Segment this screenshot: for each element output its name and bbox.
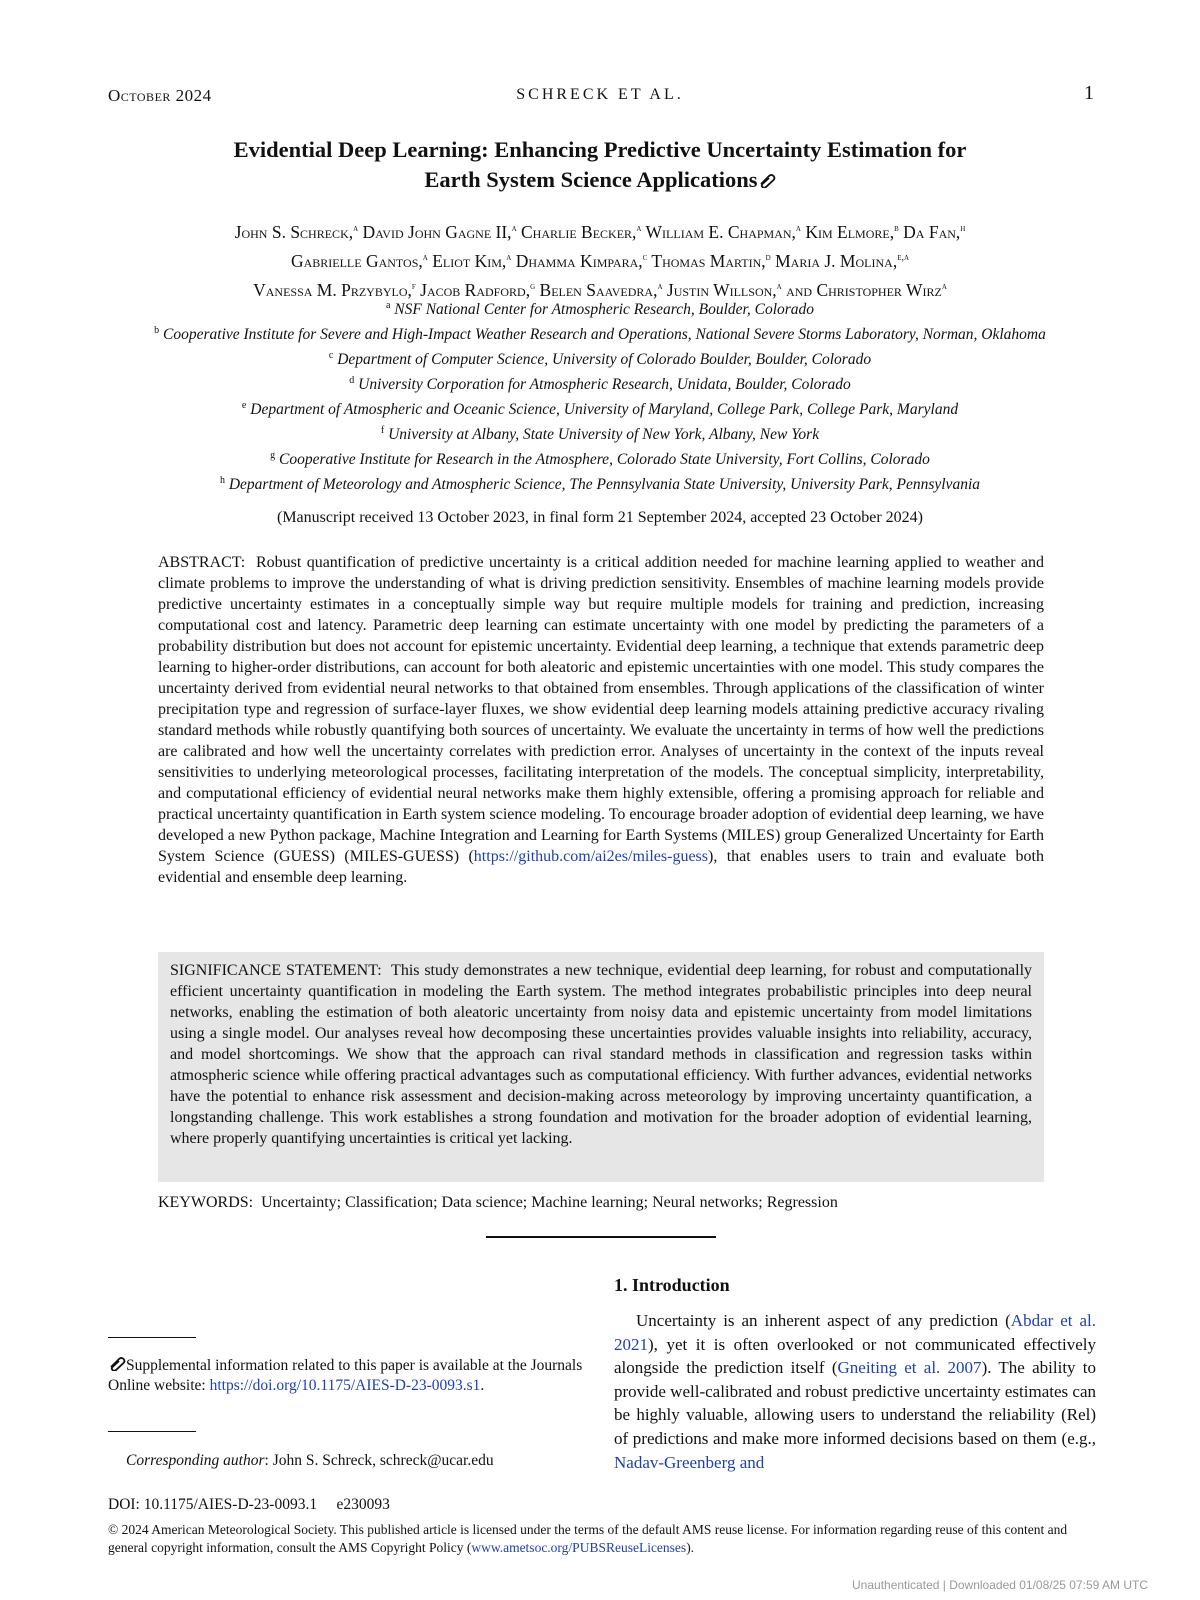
author-name: Charlie Becker, — [516, 221, 637, 242]
author-affiliation-mark: d — [765, 251, 771, 263]
citation-gneiting[interactable]: Gneiting et al. 2007 — [837, 1358, 982, 1378]
intro-text-2: ), yet it is often overlooked or not communicated effectively alongside the prediction itself ( — [614, 1334, 1096, 1378]
author-name: Da Fan, — [898, 221, 961, 242]
affiliation-text: Department of Meteorology and Atmospheric Science, The Pennsylvania State University, University Park, Pennsylvania — [224, 475, 980, 493]
author-affiliation-mark: a — [776, 280, 782, 292]
abstract-text-end: ), that enables users to train and evaluate both evidential and ensemble deep learning. — [158, 848, 1044, 886]
author-affiliation-mark: a — [795, 223, 801, 234]
affiliation — [100, 396, 1100, 421]
affiliation-mark: g — [270, 449, 276, 461]
download-watermark: Unauthenticated | Downloaded 01/08/25 07:59 AM UTC — [852, 1578, 1148, 1592]
citation-nadav-greenberg[interactable]: Nadav-Greenberg and — [614, 1452, 765, 1472]
affiliation-text: University at Albany, State University of New York, Albany, New York — [384, 425, 820, 443]
author-line-1 — [80, 216, 1120, 245]
significance-box — [158, 952, 1044, 1182]
introduction-heading: 1. Introduction — [614, 1275, 730, 1295]
manuscript-dates: (Manuscript received 13 October 2023, in final form 21 September 2024, accepted 23 October 2024) — [276, 509, 923, 526]
footnote-rule — [108, 1337, 196, 1338]
author-affiliation-mark: a — [353, 223, 359, 234]
author-name: Gabrielle Gantos, — [290, 250, 423, 271]
affiliation — [100, 446, 1100, 471]
supplemental-text: Supplemental information related to this paper is available at the Journals Online website: — [108, 1357, 583, 1394]
section-divider — [486, 1236, 716, 1238]
paper-title — [100, 135, 1100, 195]
author-affiliation-mark: b — [894, 223, 899, 234]
affiliation-text: Department of Atmospheric and Oceanic Science, University of Maryland, College Park, College Park, Maryland — [246, 400, 959, 418]
author-affiliation-mark: g — [530, 280, 536, 292]
affiliation-mark: a — [385, 300, 391, 311]
author-list — [80, 216, 1120, 302]
affiliation — [100, 471, 1100, 496]
running-author: SCHRECK ET AL. — [516, 86, 684, 103]
significance-text: This study demonstrates a new technique, evidential deep learning, for robust and computationally efficient uncertainty quantification in modeling the Earth system. The method integrates probabilistic principles into deep neural networks, enabling the estimation of both aleatoric uncertainty from noisy data and epistemic uncertainty from model limitations using a single model. Our analyses reveal how decomposing these uncertainties provides valuable insights into reliability, accuracy, and model shortcomings. We show that the approach can rival standard methods in classification and regression tasks within atmospheric science while offering practical advantages such as computational efficiency. With further advances, evidential networks have the potential to enhance risk assessment and decision-making across meteorology by improving uncertainty quantification, a longstanding challenge. This work establishes a strong foundation and motivation for the broader adoption of evidential learning, where properly quantifying uncertainties is critical yet lacking. — [170, 962, 1033, 1147]
author-name: Maria J. Molina, — [770, 250, 898, 271]
author-name: Thomas Martin, — [647, 250, 766, 271]
title-line-2 — [100, 165, 1100, 195]
author-name: Dhamma Kimpara, — [511, 250, 643, 271]
corresponding-label: Corresponding author — [126, 1452, 265, 1469]
github-link[interactable]: https://github.com/ai2es/miles-guess — [473, 848, 708, 865]
keywords-label: KEYWORDS: — [158, 1194, 254, 1211]
author-affiliation-mark: a — [657, 280, 663, 292]
abstract-label: ABSTRACT: — [158, 554, 246, 571]
affiliation-list — [100, 296, 1100, 496]
paperclip-icon — [108, 1357, 126, 1371]
abstract-text: Robust quantification of predictive uncertainty is a critical addition needed for machine learning applied to weather and climate problems to improve the understanding of what is driving prediction sensitivity. Ensembles of machine learning models provide predictive uncertainty estimates in a conceptually simple way but require multiple models for training and prediction, increasing computational cost and latency. Parametric deep learning can estimate uncertainty with one model by predicting the parameters of a probability distribution but does not account for epistemic uncertainty. Evidential deep learning, a technique that extends parametric deep learning to higher-order distributions, can account for both aleatoric and epistemic uncertainties with one model. This study compares the uncertainty derived from evidential neural networks to that obtained from ensembles. Through applications of the classification of winter precipitation type and regression of surface-layer fluxes, we show evidential deep learning models attaining predictive accuracy rivaling standard methods while robustly quantifying both sources of uncertainty. We evaluate the uncertainty in terms of how well the predictions are calibrated and how well the uncertainty correlates with prediction error. Analyses of uncertainty in the context of the inputs reveal sensitivities to underlying meteorological processes, facilitating interpretation of the models. The conceptual simplicity, interpretability, and computational efficiency of evidential neural networks make them highly extensible, offering a promising approach for reliable and practical uncertainty quantification in Earth system science modeling. To encourage broader adoption of evidential deep learning, we have developed a new Python package, Machine Integration and Learning for Earth Systems (MILES) group Generalized Uncertainty for Earth System Science (GUESS) (MILES-GUESS) ( — [158, 554, 1044, 865]
reuse-license-link[interactable]: www.ametsoc.org/PUBSReuseLicenses — [471, 1540, 687, 1555]
affiliation — [100, 346, 1100, 371]
copyright-notice — [108, 1521, 1094, 1557]
affiliation — [100, 296, 1100, 321]
author-affiliation-mark: h — [960, 223, 966, 234]
affiliation-mark: e — [241, 399, 247, 411]
supplemental-footnote — [108, 1356, 590, 1396]
author-affiliation-mark: a — [636, 223, 642, 234]
keywords-text: Uncertainty; Classification; Data science; Machine learning; Neural networks; Regression — [261, 1194, 838, 1211]
paperclip-icon[interactable] — [758, 166, 776, 180]
author-affiliation-mark: f — [411, 280, 416, 292]
affiliation — [100, 371, 1100, 396]
author-name: William E. Chapman, — [641, 221, 796, 242]
affiliation-text: Department of Computer Science, University of Colorado Boulder, Boulder, Colorado — [333, 351, 872, 369]
affiliation-mark: c — [328, 349, 334, 361]
author-affiliation-mark: a — [941, 280, 947, 292]
affiliation-mark: f — [380, 424, 385, 436]
author-affiliation-mark: e,a — [897, 251, 910, 263]
author-name: Eliot Kim, — [427, 250, 507, 271]
author-name: Jacob Radford, — [415, 279, 531, 300]
author-name: Justin Willson, — [662, 279, 777, 300]
affiliation-text: Cooperative Institute for Research in the Atmosphere, Colorado State University, Fort Collins, Colorado — [275, 450, 930, 468]
author-line-2 — [80, 245, 1120, 274]
affiliation-mark: d — [349, 374, 355, 386]
author-name: and Christopher Wirz — [781, 279, 942, 300]
affiliation-mark: b — [154, 324, 160, 336]
footnote-rule-2 — [108, 1431, 196, 1432]
doi-line: DOI: 10.1175/AIES-D-23-0093.1 e230093 — [108, 1496, 390, 1513]
intro-text-1: Uncertainty is an inherent aspect of any prediction ( — [636, 1311, 1011, 1330]
corresponding-text: : John S. Schreck, schreck@ucar.edu — [264, 1452, 494, 1469]
copyright-end: ). — [686, 1540, 695, 1555]
supplemental-link[interactable]: https://doi.org/10.1175/AIES-D-23-0093.s1 — [209, 1377, 481, 1394]
significance-statement — [170, 960, 1032, 1149]
abstract — [158, 552, 1044, 888]
affiliation-text: Cooperative Institute for Severe and High-Impact Weather Research and Operations, National Severe Storms Laboratory, Norman, Oklahoma — [159, 326, 1046, 344]
page-number: 1 — [1084, 82, 1094, 104]
affiliation-mark: h — [219, 474, 225, 486]
keywords — [158, 1194, 1044, 1212]
supplemental-end: . — [480, 1377, 485, 1394]
affiliation-text: University Corporation for Atmospheric Research, Unidata, Boulder, Colorado — [354, 376, 851, 394]
running-date: October 2024 — [108, 86, 212, 105]
affiliation-text: NSF National Center for Atmospheric Research, Boulder, Colorado — [390, 301, 815, 319]
author-affiliation-mark: a — [506, 251, 512, 263]
author-name: Kim Elmore, — [800, 221, 895, 242]
title-line-1: Evidential Deep Learning: Enhancing Predictive Uncertainty Estimation for — [233, 137, 967, 162]
affiliation — [100, 421, 1100, 446]
author-name: David John Gagne II, — [358, 221, 512, 242]
author-affiliation-mark: a — [511, 223, 517, 234]
corresponding-author — [126, 1452, 494, 1470]
copyright-text: © 2024 American Meteorological Society. This published article is licensed under the terms of the default AMS reuse license. For information regarding reuse of this content and general copyright information, consult the AMS Copyright Policy ( — [108, 1522, 1068, 1555]
author-affiliation-mark: c — [642, 251, 648, 263]
author-affiliation-mark: a — [422, 251, 428, 263]
title-line-2-text: Earth System Science Applications — [424, 167, 758, 192]
significance-label: SIGNIFICANCE STATEMENT: — [170, 962, 382, 979]
affiliation — [100, 321, 1100, 346]
author-name: John S. Schreck, — [234, 221, 354, 242]
author-name: Vanessa M. Przybylo, — [253, 279, 412, 300]
author-name: Belen Saavedra, — [535, 279, 658, 300]
citation-abdar[interactable]: Abdar et al. 2021 — [614, 1311, 1096, 1354]
intro-text-3: ). The ability to provide well-calibrated and robust predictive uncertainty estimates can be highly valuable, allowing users to understand the reliability (Rel) of predictions and make more informed decisions based on them (e.g., — [614, 1358, 1097, 1448]
introduction-text — [614, 1309, 1096, 1474]
